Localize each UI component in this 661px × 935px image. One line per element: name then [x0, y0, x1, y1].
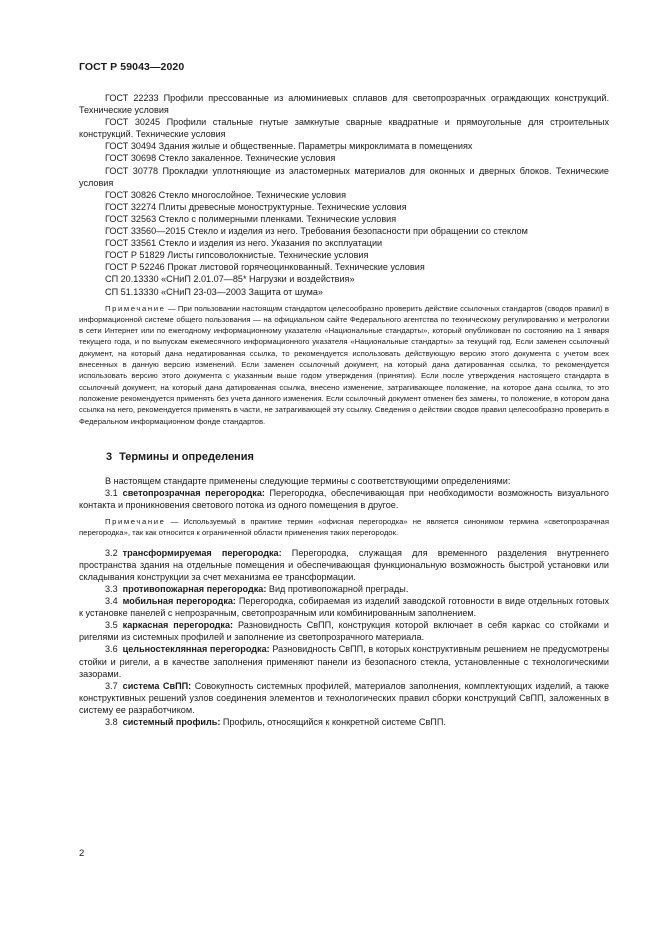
references-note	[79, 303, 609, 427]
term-number: 3.8	[105, 717, 118, 728]
reference-list	[79, 92, 609, 298]
term-definition	[79, 643, 609, 679]
section-title: Термины и определения	[119, 450, 254, 463]
term-number: 3.7	[105, 680, 118, 691]
reference-item: СП 51.13330 «СНиП 23-03—2003 Защита от шума»	[105, 286, 323, 297]
reference-item: ГОСТ 30494 Здания жилые и общественные. Параметры микроклимата в помещениях	[105, 141, 473, 152]
term-definition	[79, 595, 609, 619]
reference-item: ГОСТ 30826 Стекло многослойное. Технические условия	[105, 189, 347, 200]
reference-item: ГОСТ 30245 Профили стальные гнутые замкнутые сварные квадратные и прямоугольные для строительных конструкций. Технические условия	[79, 117, 609, 140]
document-body	[79, 92, 609, 728]
reference-item: ГОСТ Р 52246 Прокат листовой горячеоцинкованный. Технические условия	[105, 262, 425, 273]
section-number: 3	[106, 450, 113, 463]
reference-item: ГОСТ 22233 Профили прессованные из алюминиевых сплавов для светопрозрачных ограждающих конструкций. Технические условия	[79, 93, 609, 116]
reference-item: ГОСТ 30698 Стекло закаленное. Технические условия	[105, 153, 336, 164]
reference-item: ГОСТ 33561 Стекло и изделия из него. Указания по эксплуатации	[105, 238, 383, 249]
note-text: — При пользовании настоящим стандартом целесообразно проверить действие ссылочных стандартов (сводов правил) в информационной системе общего пользования — на официальном сайте Федерального агентства по техническому регулированию и метрологии в сети Интернет или по ежегодному информационному указателю «Национальные стандарты», который опубликован по состоянию на 1 января текущего года, и по выпускам ежемесячного информационного указателя «Национальные стандарты» за текущий год. Если заменен ссылочный документ, на который дана недатированная ссылка, то рекомендуется использовать действующую версию этого документа с учетом всех внесенных в данную версию изменений. Если заменен ссылочный документ, на который дана датированная ссылка, то рекомендуется использовать версию этого документа с указанным выше годом утверждения (принятия). Если после утверждения настоящего стандарта в ссылочный документ, на который дана датированная ссылка, внесено изменение, затрагивающее положение, на которое дана ссылка, то это положение рекомендуется применять без учета данного изменения. Если ссылочный документ отменен без замены, то положение, в котором дана ссылка на него, рекомендуется применять в части, не затрагивающей эту ссылку. Сведения о действии сводов правил целесообразно проверить в Федеральном информационном фонде стандартов.	[79, 303, 609, 426]
reference-item: ГОСТ 30778 Прокладки уплотняющие из эластомерных материалов для оконных и дверных блоков. Технические условия	[79, 165, 609, 188]
document-code: ГОСТ Р 59043—2020	[79, 61, 185, 73]
term-definition	[79, 619, 609, 643]
term-text: Перегородка, обеспечивающая при необходимости возможность визуального контакта и проникновения светового потока из одного помещения в другое.	[79, 487, 609, 511]
reference-item: ГОСТ 32563 Стекло с полимерными пленками. Технические условия	[105, 213, 397, 224]
term-text: Разновидность СвПП, в которых конструктивным решением не предусмотрены стойки и ригели, а в качестве заполнения применяют панели из безопасного стекла, установленные с технологическими зазорами.	[79, 644, 609, 679]
term-text: Разновидность СвПП, конструкция которой включает в себя каркас со стойками и ригелями из системных профилей и заполнение из светопрозрачного материала.	[79, 620, 609, 643]
term-definition	[79, 547, 609, 583]
term-text: Перегородка, собираемая из изделий заводской готовности в виде отдельных готовых к установке панелей с непрозрачным, светопрозрачным или комбинированным заполнением.	[79, 596, 610, 619]
note-label: Примечание	[105, 517, 166, 527]
section-heading	[79, 450, 609, 464]
term-number: 3.6	[105, 644, 118, 655]
term-name: трансформируемая перегородка:	[122, 547, 282, 558]
term-text: Вид противопожарной преграды.	[266, 584, 409, 595]
term-number: 3.5	[105, 620, 118, 631]
reference-item: ГОСТ 33560—2015 Стекло и изделия из него. Требования безопасности при обращении со стеклом	[105, 226, 528, 237]
reference-item: ГОСТ Р 51829 Листы гипсоволокнистые. Технические условия	[105, 250, 369, 261]
term-text: Совокупность системных профилей, материалов заполнения, комплектующих изделий, а также конструктивных решений узлов соединения элементов и технологических правил сборки конструкций СвПП, заложенных в систему ее разработчиком.	[79, 680, 609, 715]
term-name: системный профиль:	[122, 717, 221, 728]
term-definition	[79, 487, 609, 511]
term-note	[79, 516, 609, 539]
term-name: противопожарная перегородка:	[122, 584, 267, 595]
term-number: 3.1	[105, 487, 118, 498]
term-definition	[79, 583, 609, 595]
term-number: 3.4	[105, 596, 118, 607]
term-name: светопрозрачная перегородка:	[122, 487, 265, 498]
reference-item: ГОСТ 32274 Плиты древесные моноструктурные. Технические условия	[105, 201, 407, 212]
term-name: цельностеклянная перегородка:	[122, 644, 270, 655]
term-definition	[79, 680, 609, 716]
term-text: Профиль, относящийся к конкретной системе СвПП.	[220, 717, 446, 728]
reference-item: СП 20.13330 «СНиП 2.01.07—85* Нагрузки и воздействия»	[105, 274, 355, 285]
note-text: — Используемый в практике термин «офисная перегородка» не является синонимом термина «светопрозрачная перегородка», так как относится к ограниченной области применения таких перегородок.	[79, 517, 609, 538]
note-label: Примечание	[105, 303, 166, 313]
term-number: 3.2	[105, 547, 118, 558]
term-definition	[79, 716, 609, 728]
section-intro: В настоящем стандарте применены следующие термины с соответствующими определениями:	[105, 475, 511, 486]
page-number: 2	[79, 848, 85, 859]
term-name: каркасная перегородка:	[122, 620, 234, 631]
term-name: мобильная перегородка:	[122, 596, 236, 607]
term-name: система СвПП:	[122, 680, 192, 691]
term-number: 3.3	[105, 584, 118, 595]
term-text: Перегородка, служащая для временного разделения внутреннего пространства здания на отдельные помещения и обеспечивающая функциональную возможность быстрой установки или складывания конструкции за счет механизма ее трансформации.	[79, 547, 609, 582]
